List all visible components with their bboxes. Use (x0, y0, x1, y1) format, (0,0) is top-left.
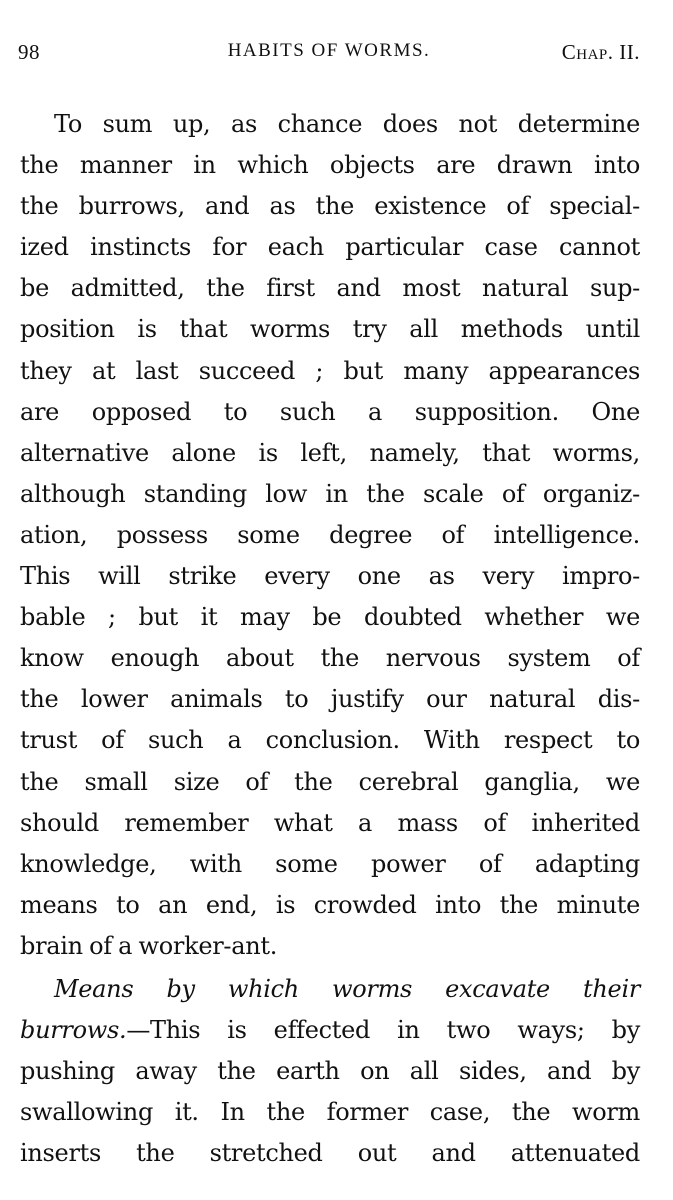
text-line: although standing low in the scale of organiz- (20, 479, 640, 508)
paragraph-sum-up (20, 104, 640, 967)
paragraph-excavation (20, 969, 640, 1174)
text-line (20, 1010, 640, 1051)
section-heading-tail: burrows. (20, 1016, 127, 1045)
text-line: This will strike every one as very impro- (20, 562, 640, 591)
text-line: should remember what a mass of inherited (20, 808, 640, 837)
body-text (20, 104, 640, 1174)
page-number: 98 (18, 40, 40, 64)
text-line: are opposed to such a supposition. One (20, 397, 640, 426)
text-line: ized instincts for each particular case cannot (20, 233, 640, 262)
text-line: alternative alone is left, namely, that worms, (20, 438, 640, 467)
text-line: the lower animals to justify our natural dis- (20, 685, 640, 714)
text-line: be admitted, the first and most natural sup- (20, 274, 640, 303)
text-line: trust of such a conclusion. With respect to (20, 726, 640, 755)
text-line: brain of a worker-ant. (20, 931, 278, 960)
running-title: HABITS OF WORMS. (227, 40, 431, 61)
text-line: knowledge, with some power of adapting (20, 849, 640, 878)
text-line: inserts the stretched out and attenuated (20, 1139, 640, 1168)
section-heading: Means by which worms excavate their (54, 974, 640, 1003)
running-head (18, 40, 640, 74)
text-line: swallowing it. In the former case, the worm (20, 1098, 640, 1127)
chapter-label: Chap. II. (561, 40, 640, 64)
text-line-rest: —This is effected in two ways; by (126, 1016, 640, 1045)
text-line: bable ; but it may be doubted whether we (20, 603, 640, 632)
text-line: To sum up, as chance does not determine (54, 110, 640, 138)
text-line: the manner in which objects are drawn into (20, 151, 640, 180)
text-line: they at last succeed ; but many appearances (20, 356, 640, 385)
text-line: means to an end, is crowded into the minute (20, 890, 640, 919)
text-line: position is that worms try all methods until (20, 315, 640, 344)
text-line: the burrows, and as the existence of special- (20, 192, 640, 221)
text-line: ation, possess some degree of intelligence. (20, 520, 640, 549)
text-line: pushing away the earth on all sides, and by (20, 1057, 640, 1086)
text-line: know enough about the nervous system of (20, 644, 640, 673)
text-line: the small size of the cerebral ganglia, we (20, 767, 640, 796)
